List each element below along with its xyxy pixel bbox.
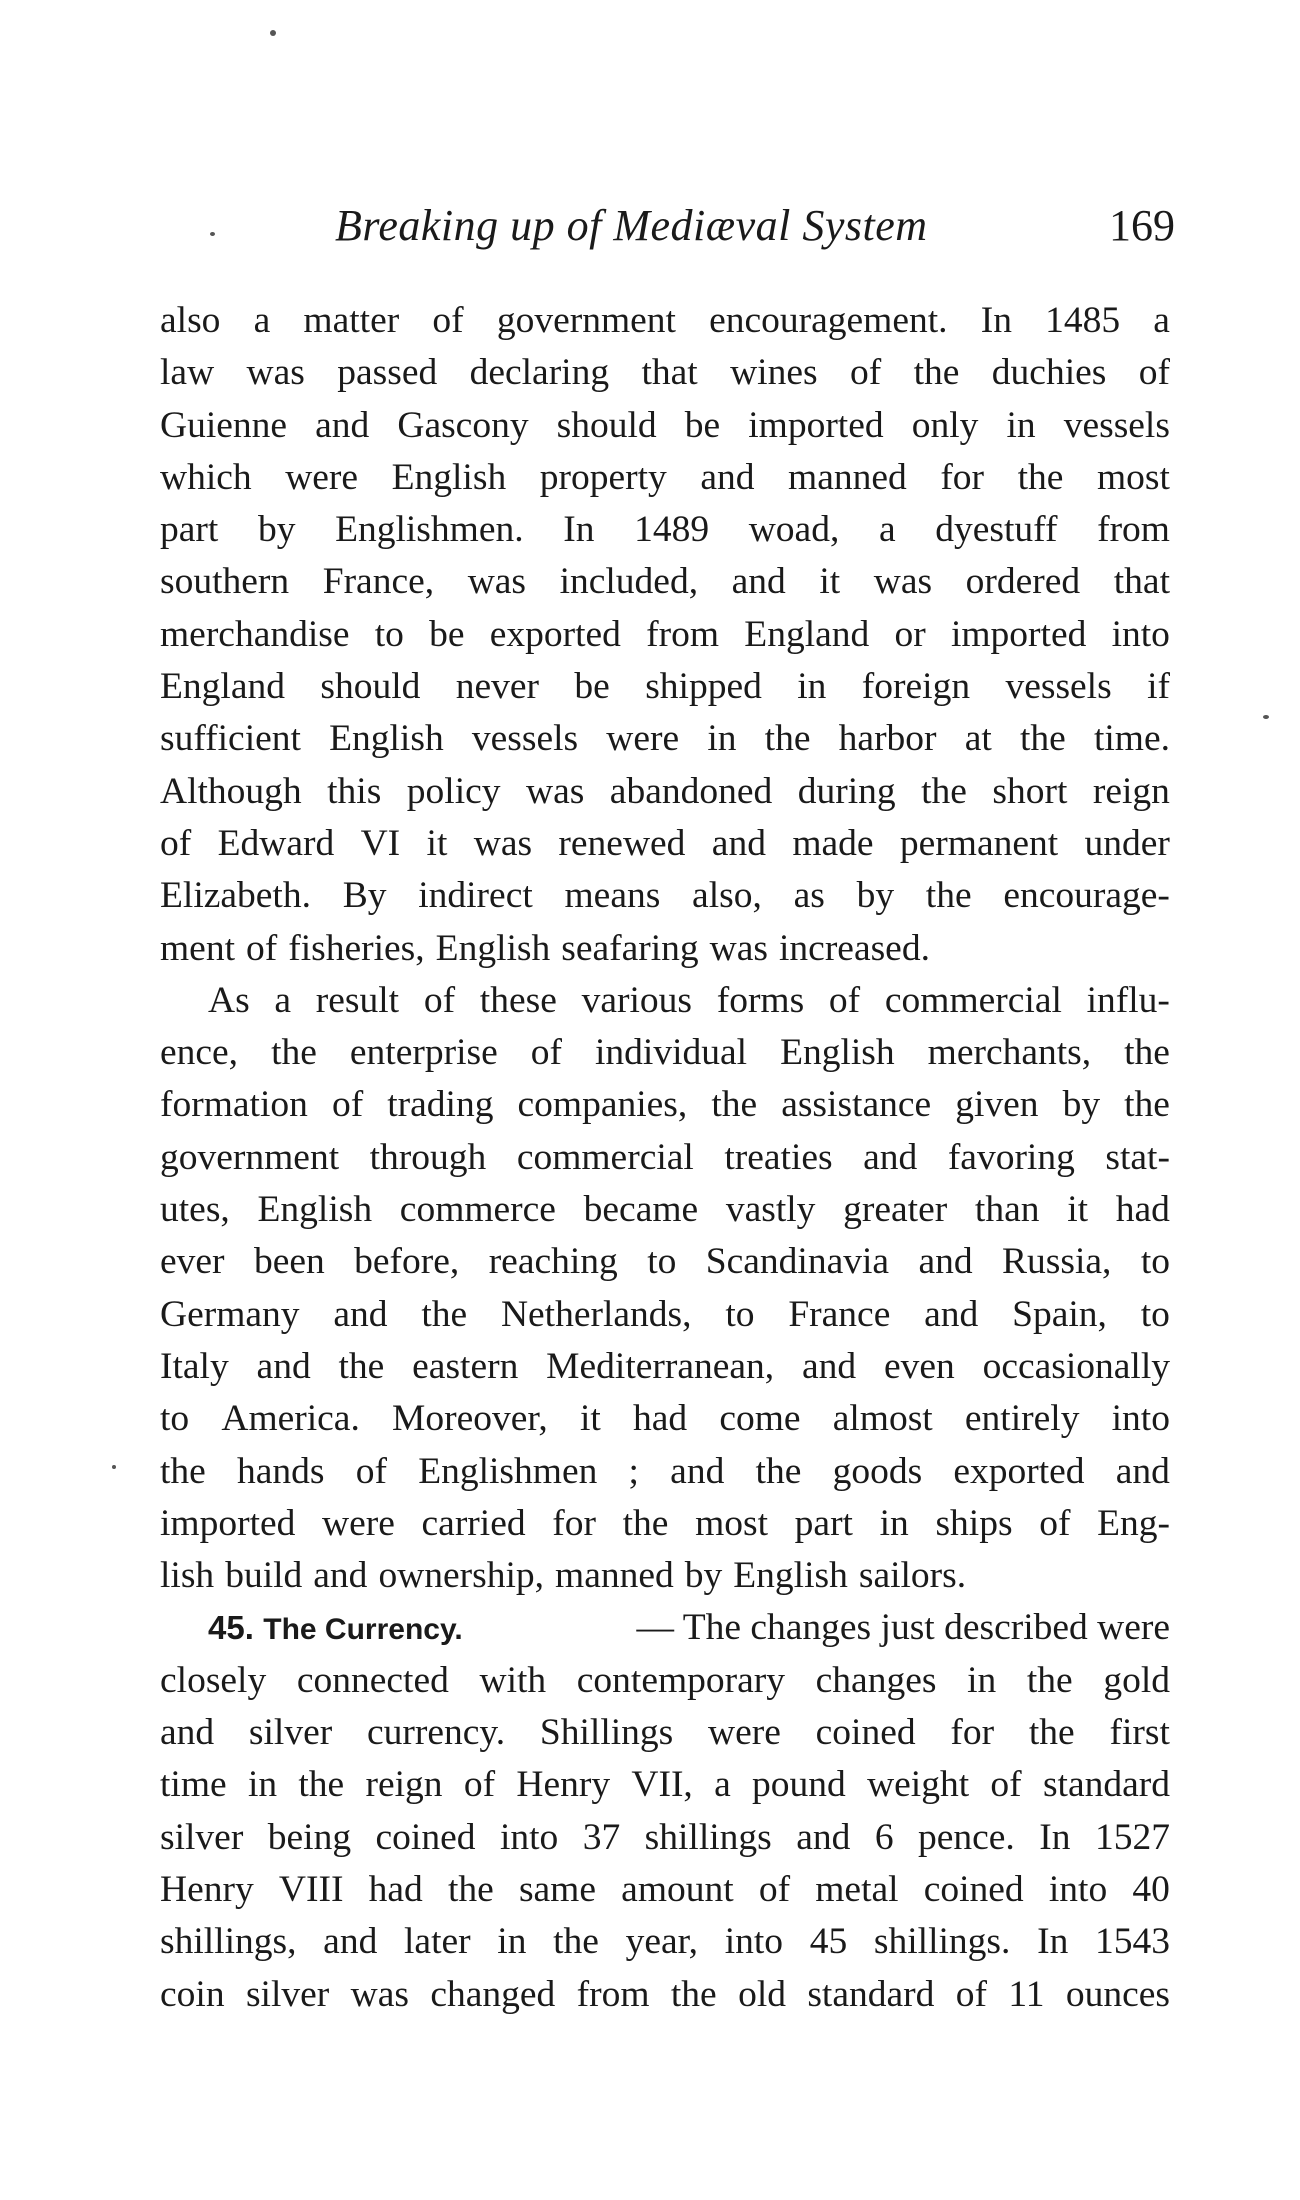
- text-line: Elizabeth. By indirect means also, as by the encourage-: [160, 875, 1170, 917]
- text-line: of Edward VI it was renewed and made permanent under: [160, 822, 1170, 864]
- text-line: closely connected with contemporary changes in the gold: [160, 1659, 1170, 1701]
- text-line: government through commercial treaties and favoring stat-: [160, 1136, 1170, 1178]
- section-title: The Currency.: [263, 1613, 463, 1647]
- page-header: [165, 200, 1175, 260]
- text-line: ence, the enterprise of individual English merchants, the: [160, 1032, 1170, 1074]
- text-line: coin silver was changed from the old standard of 11 ounces: [160, 1973, 1170, 2015]
- section-number: 45.: [208, 1609, 254, 1647]
- text-line: to America. Moreover, it had come almost entirely into: [160, 1398, 1170, 1440]
- print-speck: [1263, 715, 1269, 719]
- text-line: imported were carried for the most part in ships of Eng-: [160, 1502, 1170, 1544]
- text-line: England should never be shipped in foreign vessels if: [160, 666, 1170, 708]
- text-line: shillings, and later in the year, into 45 shillings. In 1543: [160, 1921, 1170, 1963]
- text-line: ment of fisheries, English seafaring was increased.: [160, 927, 930, 969]
- text-line: Henry VIII had the same amount of metal coined into 40: [160, 1868, 1170, 1910]
- text-line: merchandise to be exported from England or imported into: [160, 613, 1170, 655]
- body-text: [160, 295, 1170, 2021]
- text-line: ever been before, reaching to Scandinavia and Russia, to: [160, 1241, 1170, 1283]
- text-line: the hands of Englishmen ; and the goods exported and: [160, 1450, 1170, 1492]
- text-line: and silver currency. Shillings were coined for the first: [160, 1712, 1170, 1754]
- text-line: law was passed declaring that wines of the duchies of: [160, 352, 1170, 394]
- section-heading-line: [160, 1602, 1170, 1654]
- paragraph-1: [160, 295, 1170, 975]
- text-line: lish build and ownership, manned by English sailors.: [160, 1555, 967, 1597]
- page-number: 169: [1109, 201, 1175, 250]
- paragraph-2: [160, 975, 1170, 1603]
- text-line: Italy and the eastern Mediterranean, and even occasionally: [160, 1345, 1170, 1387]
- text-line: Although this policy was abandoned during the short reign: [160, 770, 1170, 812]
- text-line: Germany and the Netherlands, to France and Spain, to: [160, 1293, 1170, 1335]
- text-line: silver being coined into 37 shillings and 6 pence. In 1527: [160, 1816, 1170, 1858]
- running-title: Breaking up of Mediæval System: [335, 201, 928, 250]
- paragraph-3: [160, 1602, 1170, 2020]
- text-line: utes, English commerce became vastly greater than it had: [160, 1189, 1170, 1231]
- text-line: formation of trading companies, the assistance given by the: [160, 1084, 1170, 1126]
- text-line: also a matter of government encouragement. In 1485 a: [160, 300, 1170, 341]
- text-line: As a result of these various forms of commercial influ-: [208, 979, 1170, 1021]
- text-line: sufficient English vessels were in the harbor at the time.: [160, 718, 1170, 760]
- section-lead-text: — The changes just described were: [636, 1607, 1170, 1649]
- text-line: southern France, was included, and it was ordered that: [160, 561, 1170, 603]
- print-speck: [210, 232, 215, 236]
- print-speck: [112, 1465, 116, 1469]
- section-heading: [208, 1602, 463, 1654]
- text-line: which were English property and manned for the most: [160, 456, 1170, 498]
- text-line: time in the reign of Henry VII, a pound weight of standard: [160, 1764, 1170, 1806]
- text-line: Guienne and Gascony should be imported only in vessels: [160, 404, 1170, 446]
- print-speck: [270, 30, 276, 36]
- text-line: part by Englishmen. In 1489 woad, a dyestuff from: [160, 509, 1170, 551]
